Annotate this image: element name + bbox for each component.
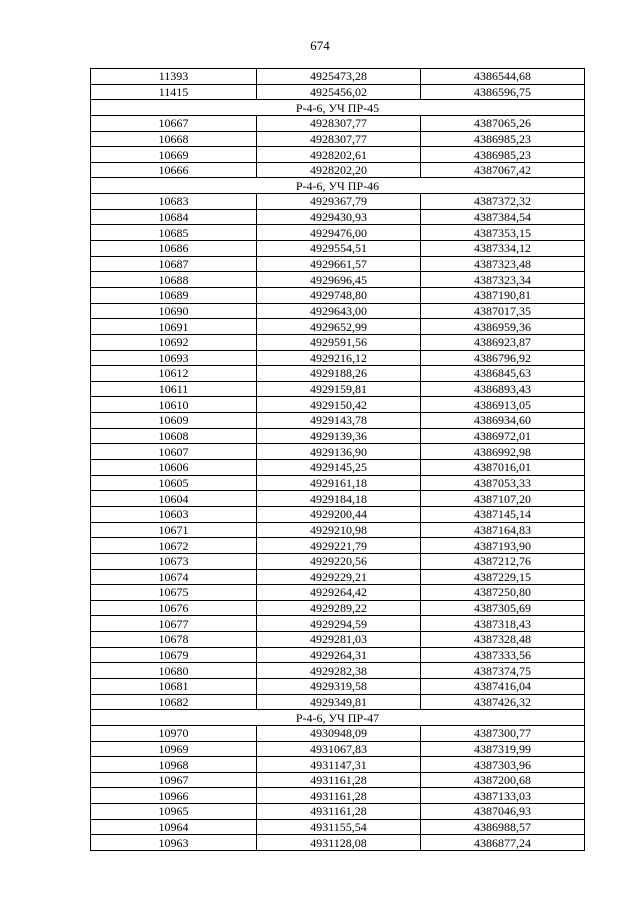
point-id-cell: 10693 [91,350,257,366]
y-coordinate-cell: 4387065,26 [421,115,585,131]
x-coordinate-cell: 4929220,56 [257,553,421,569]
point-id-cell: 10970 [91,725,257,741]
section-title: Р-4-6, УЧ ПР-46 [91,178,585,194]
table-row [91,162,585,178]
x-coordinate-cell: 4929188,26 [257,366,421,382]
table-row [91,444,585,460]
table-row [91,350,585,366]
y-coordinate-cell: 4387229,15 [421,569,585,585]
x-coordinate-cell: 4928307,77 [257,115,421,131]
table-row [91,819,585,835]
x-coordinate-cell: 4929143,78 [257,413,421,429]
table-row [91,475,585,491]
table-row [91,319,585,335]
point-id-cell: 11415 [91,84,257,100]
point-id-cell: 10606 [91,460,257,476]
table-row [91,84,585,100]
point-id-cell: 10604 [91,491,257,507]
x-coordinate-cell: 4925473,28 [257,69,421,85]
table-row [91,115,585,131]
point-id-cell: 10963 [91,835,257,851]
point-id-cell: 10611 [91,381,257,397]
y-coordinate-cell: 4386985,23 [421,147,585,163]
y-coordinate-cell: 4387318,43 [421,616,585,632]
y-coordinate-cell: 4386923,87 [421,334,585,350]
x-coordinate-cell: 4929748,80 [257,287,421,303]
point-id-cell: 10966 [91,788,257,804]
table-row [91,225,585,241]
x-coordinate-cell: 4929161,18 [257,475,421,491]
x-coordinate-cell: 4929145,25 [257,460,421,476]
point-id-cell: 10673 [91,553,257,569]
table-row [91,209,585,225]
table-row [91,460,585,476]
point-id-cell: 10674 [91,569,257,585]
x-coordinate-cell: 4929136,90 [257,444,421,460]
table-row [91,647,585,663]
point-id-cell: 10610 [91,397,257,413]
table-row [91,287,585,303]
point-id-cell: 10680 [91,663,257,679]
y-coordinate-cell: 4387046,93 [421,804,585,820]
table-row [91,334,585,350]
table-row [91,788,585,804]
point-id-cell: 10687 [91,256,257,272]
table-row [91,725,585,741]
x-coordinate-cell: 4929264,31 [257,647,421,663]
y-coordinate-cell: 4386972,01 [421,428,585,444]
table-row [91,616,585,632]
point-id-cell: 10669 [91,147,257,163]
point-id-cell: 10607 [91,444,257,460]
table-row [91,678,585,694]
table-row [91,428,585,444]
y-coordinate-cell: 4387323,34 [421,272,585,288]
y-coordinate-cell: 4386988,57 [421,819,585,835]
table-row [91,600,585,616]
point-id-cell: 10686 [91,241,257,257]
table-row [91,569,585,585]
table-row [91,663,585,679]
point-id-cell: 10679 [91,647,257,663]
x-coordinate-cell: 4929349,81 [257,694,421,710]
x-coordinate-cell: 4928202,61 [257,147,421,163]
point-id-cell: 10690 [91,303,257,319]
y-coordinate-cell: 4387193,90 [421,538,585,554]
y-coordinate-cell: 4387384,54 [421,209,585,225]
point-id-cell: 10964 [91,819,257,835]
point-id-cell: 10612 [91,366,257,382]
point-id-cell: 10676 [91,600,257,616]
x-coordinate-cell: 4929159,81 [257,381,421,397]
x-coordinate-cell: 4929282,38 [257,663,421,679]
x-coordinate-cell: 4929150,42 [257,397,421,413]
table-row [91,131,585,147]
table-row [91,585,585,601]
section-title: Р-4-6, УЧ ПР-47 [91,710,585,726]
x-coordinate-cell: 4929652,99 [257,319,421,335]
point-id-cell: 10666 [91,162,257,178]
x-coordinate-cell: 4929229,21 [257,569,421,585]
x-coordinate-cell: 4929367,79 [257,194,421,210]
point-id-cell: 10691 [91,319,257,335]
x-coordinate-cell: 4929696,45 [257,272,421,288]
table-row [91,757,585,773]
table-row [91,366,585,382]
coordinates-table [90,68,585,851]
x-coordinate-cell: 4929210,98 [257,522,421,538]
point-id-cell: 11393 [91,69,257,85]
point-id-cell: 10688 [91,272,257,288]
y-coordinate-cell: 4387426,32 [421,694,585,710]
section-title: Р-4-6, УЧ ПР-45 [91,100,585,116]
y-coordinate-cell: 4387250,80 [421,585,585,601]
table-row [91,303,585,319]
point-id-cell: 10689 [91,287,257,303]
x-coordinate-cell: 4929221,79 [257,538,421,554]
point-id-cell: 10678 [91,632,257,648]
table-row [91,256,585,272]
section-header-row [91,178,585,194]
x-coordinate-cell: 4925456,02 [257,84,421,100]
x-coordinate-cell: 4929319,58 [257,678,421,694]
table-row [91,272,585,288]
x-coordinate-cell: 4931161,28 [257,788,421,804]
y-coordinate-cell: 4387200,68 [421,772,585,788]
y-coordinate-cell: 4386934,60 [421,413,585,429]
y-coordinate-cell: 4387353,15 [421,225,585,241]
y-coordinate-cell: 4387334,12 [421,241,585,257]
y-coordinate-cell: 4387416,04 [421,678,585,694]
point-id-cell: 10682 [91,694,257,710]
y-coordinate-cell: 4386877,24 [421,835,585,851]
point-id-cell: 10968 [91,757,257,773]
point-id-cell: 10605 [91,475,257,491]
point-id-cell: 10683 [91,194,257,210]
x-coordinate-cell: 4931067,83 [257,741,421,757]
table-row [91,694,585,710]
y-coordinate-cell: 4387328,48 [421,632,585,648]
point-id-cell: 10681 [91,678,257,694]
y-coordinate-cell: 4386845,63 [421,366,585,382]
x-coordinate-cell: 4929554,51 [257,241,421,257]
table-row [91,194,585,210]
x-coordinate-cell: 4931147,31 [257,757,421,773]
point-id-cell: 10677 [91,616,257,632]
y-coordinate-cell: 4387190,81 [421,287,585,303]
x-coordinate-cell: 4928307,77 [257,131,421,147]
y-coordinate-cell: 4387145,14 [421,506,585,522]
table-row [91,741,585,757]
x-coordinate-cell: 4929476,00 [257,225,421,241]
point-id-cell: 10668 [91,131,257,147]
y-coordinate-cell: 4386596,75 [421,84,585,100]
point-id-cell: 10667 [91,115,257,131]
table-row [91,241,585,257]
x-coordinate-cell: 4929184,18 [257,491,421,507]
y-coordinate-cell: 4387164,83 [421,522,585,538]
x-coordinate-cell: 4930948,09 [257,725,421,741]
y-coordinate-cell: 4386796,92 [421,350,585,366]
table-row [91,397,585,413]
x-coordinate-cell: 4929294,59 [257,616,421,632]
x-coordinate-cell: 4929430,93 [257,209,421,225]
y-coordinate-cell: 4387372,32 [421,194,585,210]
table-row [91,69,585,85]
table-row [91,772,585,788]
table-row [91,491,585,507]
x-coordinate-cell: 4929139,36 [257,428,421,444]
y-coordinate-cell: 4387323,48 [421,256,585,272]
y-coordinate-cell: 4386985,23 [421,131,585,147]
coordinates-table-body [91,69,585,851]
point-id-cell: 10969 [91,741,257,757]
x-coordinate-cell: 4931161,28 [257,804,421,820]
table-row [91,381,585,397]
x-coordinate-cell: 4931161,28 [257,772,421,788]
point-id-cell: 10965 [91,804,257,820]
point-id-cell: 10603 [91,506,257,522]
y-coordinate-cell: 4386913,05 [421,397,585,413]
table-row [91,413,585,429]
y-coordinate-cell: 4387319,99 [421,741,585,757]
table-row [91,522,585,538]
point-id-cell: 10675 [91,585,257,601]
y-coordinate-cell: 4387053,33 [421,475,585,491]
point-id-cell: 10672 [91,538,257,554]
point-id-cell: 10671 [91,522,257,538]
y-coordinate-cell: 4386544,68 [421,69,585,85]
y-coordinate-cell: 4387300,77 [421,725,585,741]
x-coordinate-cell: 4931128,08 [257,835,421,851]
x-coordinate-cell: 4931155,54 [257,819,421,835]
x-coordinate-cell: 4929643,00 [257,303,421,319]
y-coordinate-cell: 4386893,43 [421,381,585,397]
y-coordinate-cell: 4387305,69 [421,600,585,616]
y-coordinate-cell: 4386959,36 [421,319,585,335]
x-coordinate-cell: 4929216,12 [257,350,421,366]
x-coordinate-cell: 4929661,57 [257,256,421,272]
page-number: 674 [310,38,330,53]
y-coordinate-cell: 4387212,76 [421,553,585,569]
table-row [91,506,585,522]
point-id-cell: 10608 [91,428,257,444]
y-coordinate-cell: 4387374,75 [421,663,585,679]
x-coordinate-cell: 4929264,42 [257,585,421,601]
x-coordinate-cell: 4929289,22 [257,600,421,616]
table-row [91,553,585,569]
point-id-cell: 10967 [91,772,257,788]
point-id-cell: 10609 [91,413,257,429]
table-row [91,835,585,851]
x-coordinate-cell: 4929591,56 [257,334,421,350]
table-row [91,632,585,648]
point-id-cell: 10684 [91,209,257,225]
table-row [91,147,585,163]
section-header-row [91,100,585,116]
y-coordinate-cell: 4387016,01 [421,460,585,476]
y-coordinate-cell: 4387017,35 [421,303,585,319]
y-coordinate-cell: 4387067,42 [421,162,585,178]
x-coordinate-cell: 4928202,20 [257,162,421,178]
x-coordinate-cell: 4929200,44 [257,506,421,522]
section-header-row [91,710,585,726]
y-coordinate-cell: 4387333,56 [421,647,585,663]
y-coordinate-cell: 4387303,96 [421,757,585,773]
point-id-cell: 10685 [91,225,257,241]
x-coordinate-cell: 4929281,03 [257,632,421,648]
table-row [91,804,585,820]
y-coordinate-cell: 4387107,20 [421,491,585,507]
point-id-cell: 10692 [91,334,257,350]
y-coordinate-cell: 4387133,03 [421,788,585,804]
y-coordinate-cell: 4386992,98 [421,444,585,460]
table-row [91,538,585,554]
